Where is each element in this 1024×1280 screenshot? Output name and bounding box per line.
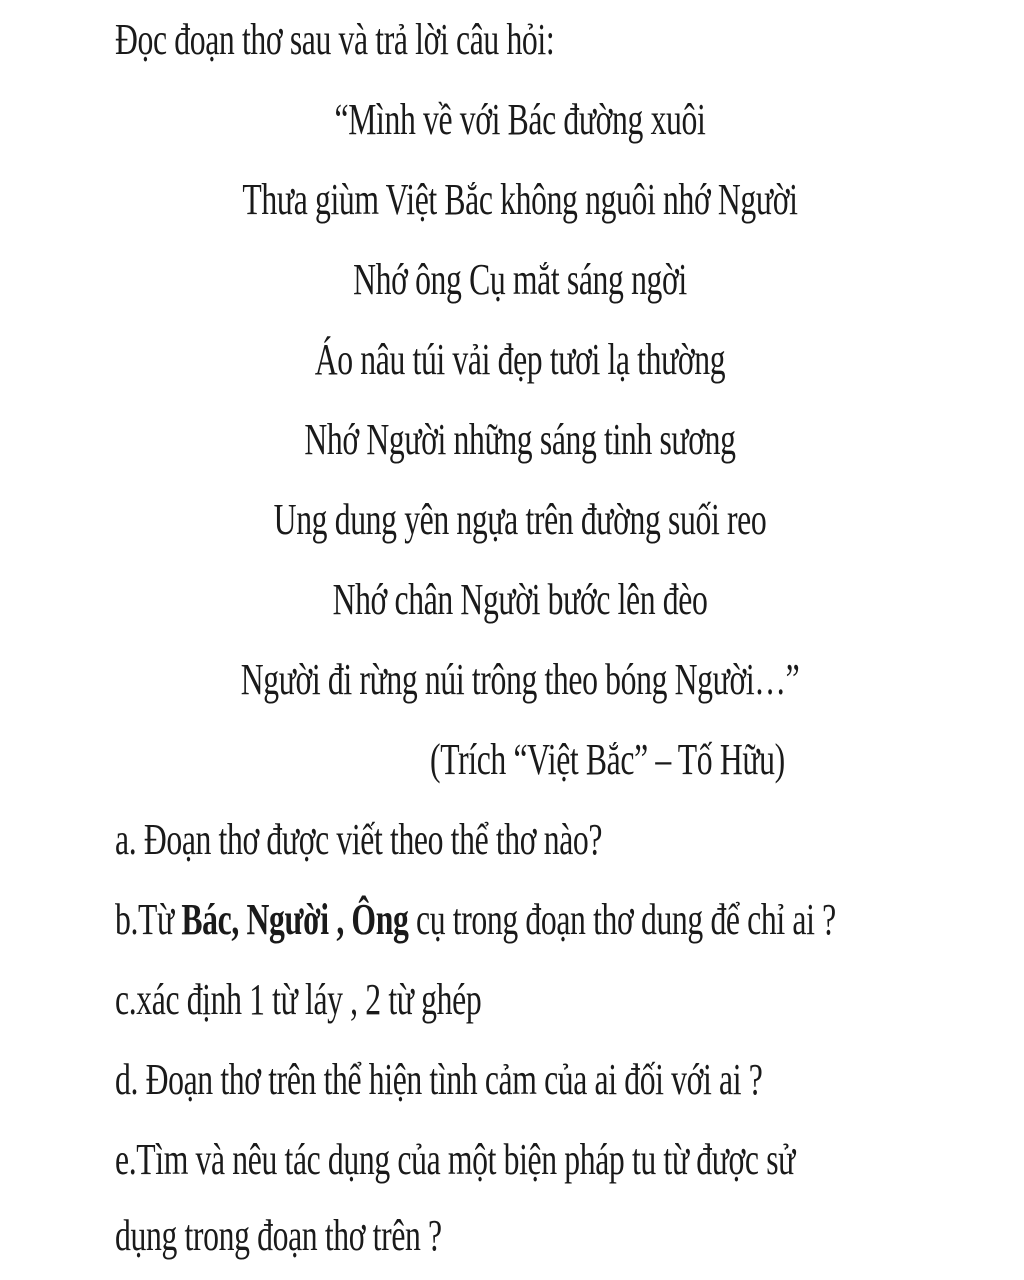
question-e-line-2: dụng trong đoạn thơ trên ? [115, 1211, 442, 1260]
question-e-line-1: e.Tìm và nêu tác dụng của một biện pháp tu từ được sử [115, 1135, 795, 1184]
poem-line-5: Nhớ Người những sáng tinh sương [304, 415, 736, 464]
poem-line-4: Áo nâu túi vải đẹp tươi lạ thường [314, 335, 726, 384]
poem-line-7: Nhớ chân Người bước lên đèo [332, 575, 708, 624]
instruction-text: Đọc đoạn thơ sau và trả lời câu hỏi: [115, 15, 555, 64]
poem-attribution: (Trích “Việt Bắc” – Tố Hữu) [430, 735, 785, 784]
poem-line-2: Thưa giùm Việt Bắc không nguôi nhớ Người [242, 175, 798, 224]
question-a: a. Đoạn thơ được viết theo thể thơ nào? [115, 815, 603, 864]
question-b [115, 894, 836, 946]
poem-line-1: “Mình về với Bác đường xuôi [334, 95, 706, 144]
question-b-bold-words: Bác, Người , Ông [181, 895, 409, 944]
poem-line-6: Ung dung yên ngựa trên đường suối reo [273, 495, 767, 544]
question-c: c.xác định 1 từ láy , 2 từ ghép [115, 975, 482, 1024]
poem-line-8: Người đi rừng núi trông theo bóng Người…” [240, 655, 800, 704]
question-d: d. Đoạn thơ trên thể hiện tình cảm của ai đối với ai ? [115, 1055, 763, 1104]
poem-line-3: Nhớ ông Cụ mắt sáng ngời [353, 255, 687, 304]
question-b-prefix: b.Từ [115, 895, 182, 944]
question-b-suffix: cụ trong đoạn thơ dung để chỉ ai ? [408, 895, 836, 944]
